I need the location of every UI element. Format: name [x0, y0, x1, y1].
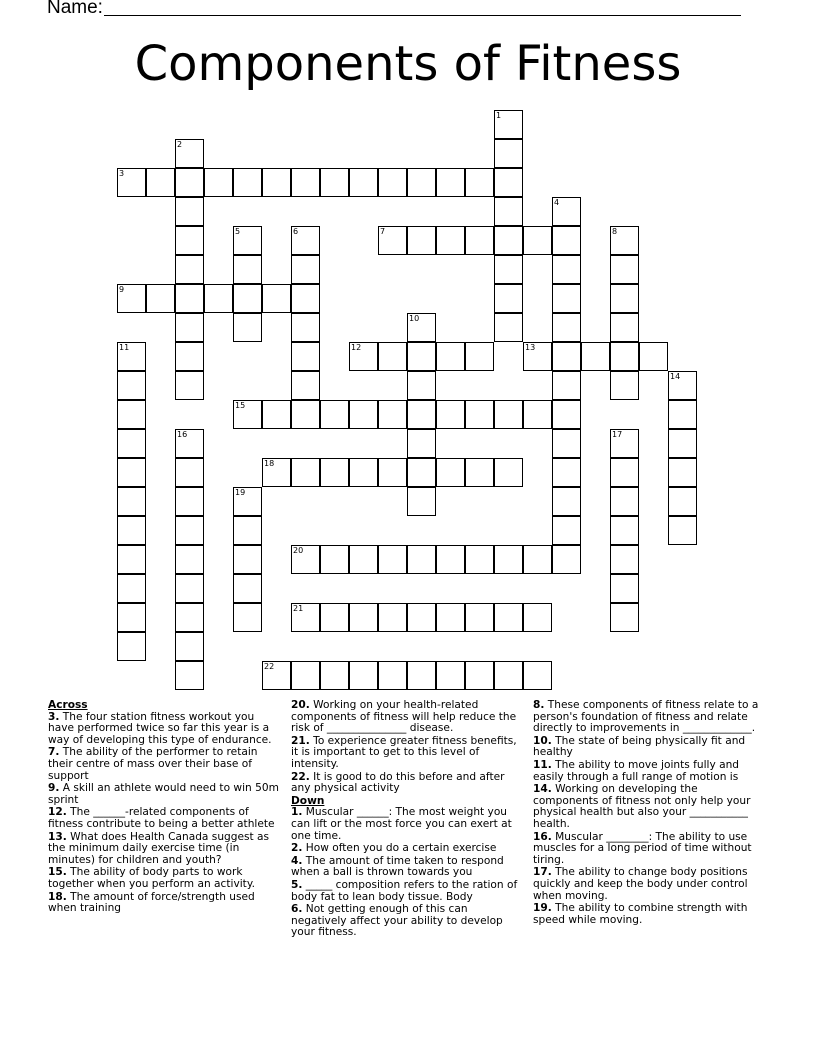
crossword-cell[interactable]	[610, 545, 639, 574]
crossword-cell[interactable]	[320, 400, 349, 429]
crossword-cell[interactable]	[291, 400, 320, 429]
crossword-cell[interactable]	[494, 284, 523, 313]
crossword-cell[interactable]	[610, 255, 639, 284]
clue-across-7: 7. The ability of the performer to retain their centre of mass over their base of support	[48, 746, 258, 782]
crossword-cell[interactable]	[610, 429, 639, 458]
crossword-cell[interactable]	[291, 371, 320, 400]
crossword-cell[interactable]	[523, 226, 552, 255]
crossword-cell[interactable]	[146, 168, 175, 197]
crossword-cell[interactable]	[552, 313, 581, 342]
crossword-cell[interactable]	[117, 632, 146, 661]
crossword-cell[interactable]	[233, 168, 262, 197]
crossword-cell[interactable]	[436, 342, 465, 371]
crossword-cell[interactable]	[494, 226, 523, 255]
crossword-cell[interactable]	[465, 545, 494, 574]
crossword-cell[interactable]	[436, 603, 465, 632]
crossword-cell[interactable]	[494, 313, 523, 342]
crossword-cell[interactable]	[552, 400, 581, 429]
crossword-cell[interactable]	[494, 545, 523, 574]
clue-number: 4	[554, 198, 560, 207]
clue-across-3: 3. The four station fitness workout you have performed twice so far this year is a way of developing this type of endurance.	[48, 710, 272, 746]
crossword-cell[interactable]	[407, 168, 436, 197]
crossword-cell[interactable]	[262, 284, 291, 313]
clue-number: 5	[235, 227, 241, 236]
crossword-cell[interactable]	[291, 458, 320, 487]
crossword-cell[interactable]	[523, 545, 552, 574]
crossword-cell[interactable]	[436, 545, 465, 574]
page-title: Components of Fitness	[134, 36, 682, 92]
clue-down-11: 11. The ability to move joints fully and easily through a full range of motion is	[533, 758, 740, 783]
crossword-cell[interactable]	[523, 661, 552, 690]
crossword-cell[interactable]	[552, 371, 581, 400]
crossword-cell[interactable]	[610, 458, 639, 487]
crossword-cell[interactable]	[117, 487, 146, 516]
crossword-cell[interactable]	[175, 313, 204, 342]
crossword-cell[interactable]	[175, 226, 204, 255]
crossword-cell[interactable]	[610, 516, 639, 545]
crossword-cell[interactable]	[233, 545, 262, 574]
crossword-cell[interactable]	[117, 342, 146, 371]
crossword-cell[interactable]	[494, 168, 523, 197]
clue-number: 16	[177, 430, 188, 439]
crossword-cell[interactable]	[175, 197, 204, 226]
clue-number: 9	[119, 285, 125, 294]
crossword-cell[interactable]	[378, 661, 407, 690]
crossword-cell[interactable]	[494, 458, 523, 487]
clue-number: 1	[496, 111, 502, 120]
crossword-cell[interactable]	[407, 429, 436, 458]
down-heading: Down	[291, 794, 325, 807]
crossword-cell[interactable]	[117, 603, 146, 632]
crossword-cell[interactable]	[378, 400, 407, 429]
clue-down-10: 10. The state of being physically fit and healthy	[533, 734, 746, 759]
crossword-cell[interactable]	[552, 284, 581, 313]
crossword-cell[interactable]	[668, 458, 697, 487]
crossword-cell[interactable]	[320, 603, 349, 632]
crossword-cell[interactable]	[175, 632, 204, 661]
crossword-cell[interactable]	[291, 168, 320, 197]
crossword-cell[interactable]	[610, 603, 639, 632]
crossword-cell[interactable]	[349, 603, 378, 632]
crossword-cell[interactable]	[291, 661, 320, 690]
clue-number: 12	[351, 343, 362, 352]
clue-down-19: 19. The ability to combine strength with speed while moving.	[533, 902, 748, 926]
crossword-cell[interactable]	[378, 458, 407, 487]
crossword-cell[interactable]	[349, 342, 378, 371]
clue-across-22: 22. It is good to do this before and after any physical activity	[291, 770, 505, 795]
crossword-cell[interactable]	[523, 342, 552, 371]
clue-down-17: 17. The ability to change body positions quickly and keep the body under control when moving.	[533, 866, 748, 902]
clue-across-18: 18. The amount of force/strength used when training	[48, 890, 255, 915]
crossword-cell[interactable]	[117, 400, 146, 429]
crossword-cell[interactable]	[523, 400, 552, 429]
crossword-cell[interactable]	[407, 342, 436, 371]
crossword-cell[interactable]	[349, 400, 378, 429]
crossword-cell[interactable]	[378, 603, 407, 632]
crossword-cell[interactable]	[175, 661, 204, 690]
crossword-cell[interactable]	[668, 371, 697, 400]
crossword-cell[interactable]	[668, 487, 697, 516]
clue-number: 3	[119, 169, 125, 178]
clue-number: 13	[525, 343, 536, 352]
crossword-cell[interactable]	[233, 603, 262, 632]
crossword-cell[interactable]	[175, 168, 204, 197]
crossword-cell[interactable]	[175, 371, 204, 400]
crossword-cell[interactable]	[407, 487, 436, 516]
crossword-cell[interactable]	[378, 545, 407, 574]
crossword-cell[interactable]	[117, 168, 146, 197]
crossword-cell[interactable]	[465, 661, 494, 690]
clue-number: 8	[612, 227, 618, 236]
crossword-cell[interactable]	[349, 168, 378, 197]
clue-number: 11	[119, 343, 130, 352]
clue-number: 6	[293, 227, 299, 236]
crossword-cell[interactable]	[175, 458, 204, 487]
crossword-cell[interactable]	[233, 255, 262, 284]
crossword-cell[interactable]	[639, 342, 668, 371]
crossword-cell[interactable]	[494, 110, 523, 139]
crossword-cell[interactable]	[494, 603, 523, 632]
crossword-cell[interactable]	[552, 516, 581, 545]
clue-column-2	[291, 700, 523, 940]
clue-down-2: 2. How often you do a certain exercise	[291, 842, 497, 855]
crossword-cell[interactable]	[552, 545, 581, 574]
crossword-cell[interactable]	[465, 226, 494, 255]
crossword-cell[interactable]	[117, 284, 146, 313]
clue-number: 18	[264, 459, 275, 468]
crossword-cell[interactable]	[610, 371, 639, 400]
clue-number: 10	[409, 314, 420, 323]
crossword-cell[interactable]	[320, 458, 349, 487]
crossword-cell[interactable]	[407, 371, 436, 400]
crossword-cell[interactable]	[552, 197, 581, 226]
crossword-cell[interactable]	[494, 139, 523, 168]
crossword-cell[interactable]	[262, 661, 291, 690]
name-label: Name:	[47, 0, 103, 18]
crossword-cell[interactable]	[465, 603, 494, 632]
crossword-cell[interactable]	[175, 342, 204, 371]
crossword-cell[interactable]	[117, 458, 146, 487]
crossword-cell[interactable]	[465, 342, 494, 371]
crossword-cell[interactable]	[291, 284, 320, 313]
crossword-cell[interactable]	[610, 284, 639, 313]
clue-number: 19	[235, 488, 246, 497]
crossword-cell[interactable]	[175, 284, 204, 313]
crossword-cell[interactable]	[320, 168, 349, 197]
crossword-cell[interactable]	[349, 458, 378, 487]
crossword-cell[interactable]	[175, 603, 204, 632]
crossword-cell[interactable]	[233, 574, 262, 603]
clue-number: 21	[293, 604, 304, 613]
crossword-cell[interactable]	[349, 661, 378, 690]
crossword-cell[interactable]	[465, 168, 494, 197]
clue-number: 22	[264, 662, 275, 671]
crossword-cell[interactable]	[117, 545, 146, 574]
crossword-cell[interactable]	[668, 400, 697, 429]
crossword-cell[interactable]	[436, 168, 465, 197]
crossword-cell[interactable]	[262, 458, 291, 487]
clue-number: 2	[177, 140, 183, 149]
crossword-cell[interactable]	[291, 313, 320, 342]
crossword-cell[interactable]	[262, 400, 291, 429]
crossword-cell[interactable]	[378, 226, 407, 255]
crossword-cell[interactable]	[552, 226, 581, 255]
crossword-cell[interactable]	[233, 226, 262, 255]
crossword-cell[interactable]	[407, 400, 436, 429]
crossword-cell[interactable]	[465, 400, 494, 429]
crossword-cell[interactable]	[204, 284, 233, 313]
crossword-cell[interactable]	[378, 342, 407, 371]
crossword-cell[interactable]	[668, 516, 697, 545]
crossword-cell[interactable]	[610, 226, 639, 255]
crossword-cell[interactable]	[175, 545, 204, 574]
clue-number: 17	[612, 430, 623, 439]
crossword-cell[interactable]	[175, 255, 204, 284]
crossword-cell[interactable]	[233, 487, 262, 516]
crossword-cell[interactable]	[668, 429, 697, 458]
crossword-cell[interactable]	[610, 313, 639, 342]
crossword-cell[interactable]	[552, 342, 581, 371]
crossword-cell[interactable]	[233, 313, 262, 342]
crossword-cell[interactable]	[320, 661, 349, 690]
crossword-cell[interactable]	[175, 487, 204, 516]
clue-across-9: 9. A skill an athlete would need to win 50m sprint	[48, 782, 279, 806]
clue-down-1: 1. Muscular ______: The most weight you can lift or the most force you can exert at one time.	[291, 806, 512, 842]
crossword-cell[interactable]	[233, 516, 262, 545]
crossword-cell[interactable]	[610, 487, 639, 516]
clue-down-4: 4. The amount of time taken to respond when a ball is thrown towards you	[291, 854, 504, 879]
crossword-cell[interactable]	[117, 371, 146, 400]
crossword-cell[interactable]	[436, 400, 465, 429]
crossword-cell[interactable]	[262, 168, 291, 197]
crossword-cell[interactable]	[291, 255, 320, 284]
clue-number: 7	[380, 227, 386, 236]
crossword-cell[interactable]	[407, 226, 436, 255]
crossword-cell[interactable]	[204, 168, 233, 197]
crossword-cell[interactable]	[175, 574, 204, 603]
crossword-cell[interactable]	[494, 255, 523, 284]
crossword-cell[interactable]	[523, 603, 552, 632]
crossword-cell[interactable]	[407, 603, 436, 632]
crossword-cell[interactable]	[117, 574, 146, 603]
crossword-cell[interactable]	[233, 284, 262, 313]
clue-down-8: 8. These components of fitness relate to a person's foundation of fitness and relate directly to improvements in _____________.	[533, 699, 759, 735]
crossword-cell[interactable]	[349, 545, 378, 574]
crossword-cell[interactable]	[291, 603, 320, 632]
crossword-cell[interactable]	[465, 458, 494, 487]
crossword-cell[interactable]	[175, 139, 204, 168]
crossword-cell[interactable]	[494, 661, 523, 690]
crossword-cell[interactable]	[436, 226, 465, 255]
crossword-cell[interactable]	[233, 400, 262, 429]
crossword-cell[interactable]	[117, 429, 146, 458]
crossword-cell[interactable]	[552, 458, 581, 487]
clue-number: 20	[293, 546, 304, 555]
crossword-cell[interactable]	[378, 168, 407, 197]
crossword-cell[interactable]	[407, 458, 436, 487]
crossword-cell[interactable]	[320, 545, 349, 574]
clue-down-14: 14. Working on developing the components of fitness not only help your physical health but also your ___________ health.	[533, 783, 751, 830]
crossword-cell[interactable]	[175, 429, 204, 458]
crossword-cell[interactable]	[552, 487, 581, 516]
crossword-cell[interactable]	[146, 284, 175, 313]
across-heading: Across	[48, 699, 88, 711]
clue-down-6: 6. Not getting enough of this can negatively affect your ability to develop your fitness.	[291, 903, 503, 939]
clue-across-13: 13. What does Health Canada suggest as the minimum daily exercise time (in minutes) for children and youth?	[48, 830, 270, 866]
crossword-cell[interactable]	[610, 342, 639, 371]
crossword-cell[interactable]	[436, 458, 465, 487]
clue-column-1	[48, 700, 280, 916]
crossword-cell[interactable]	[291, 226, 320, 255]
crossword-cell[interactable]	[552, 429, 581, 458]
clue-down-5: 5. _____ composition refers to the ration of body fat to lean body tissue. Body	[291, 878, 518, 903]
crossword-cell[interactable]	[175, 516, 204, 545]
crossword-cell[interactable]	[552, 255, 581, 284]
crossword-cell[interactable]	[494, 197, 523, 226]
crossword-cell[interactable]	[436, 661, 465, 690]
crossword-cell[interactable]	[494, 400, 523, 429]
crossword-cell[interactable]	[407, 313, 436, 342]
crossword-cell[interactable]	[291, 545, 320, 574]
clue-number: 15	[235, 401, 246, 410]
crossword-cell[interactable]	[117, 516, 146, 545]
clue-down-16: 16. Muscular ________: The ability to use muscles for a long period of time without tiring.	[533, 830, 752, 866]
clue-number: 14	[670, 372, 681, 381]
crossword-cell[interactable]	[407, 661, 436, 690]
clue-across-21: 21. To experience greater fitness benefits, it is important to get to this level of intensity.	[291, 734, 517, 770]
clue-across-15: 15. The ability of body parts to work together when you perform an activity.	[48, 866, 255, 890]
crossword-cell[interactable]	[610, 574, 639, 603]
crossword-cell[interactable]	[291, 342, 320, 371]
clue-across-12: 12. The ______-related components of fitness contribute to being a better athlete	[48, 806, 275, 830]
crossword-cell[interactable]	[581, 342, 610, 371]
clue-column-3	[533, 700, 765, 927]
clue-across-20: 20. Working on your health-related components of fitness will help reduce the risk of _______________ disease.	[291, 699, 517, 735]
crossword-cell[interactable]	[407, 545, 436, 574]
